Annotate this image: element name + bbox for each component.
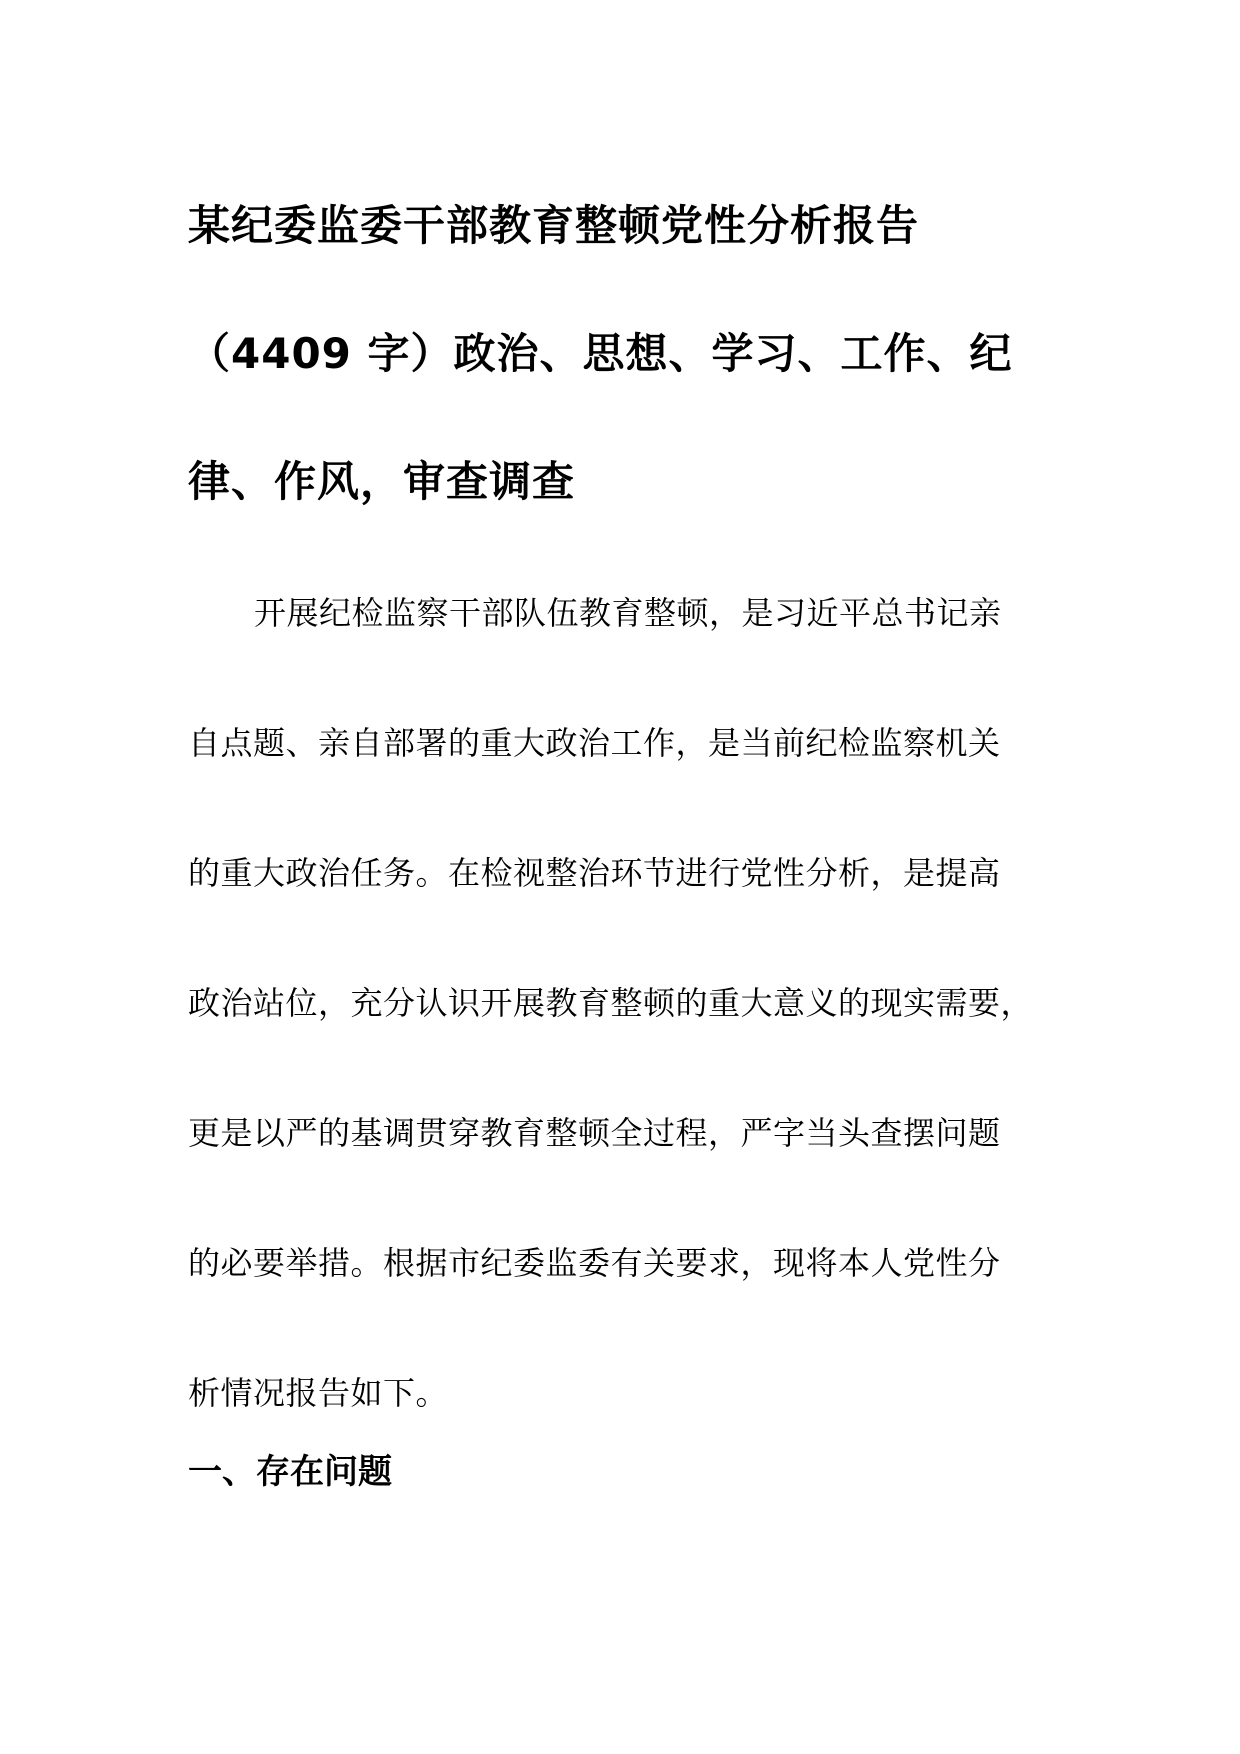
- title-line: 某纪委监委干部教育整顿党性分析报告: [188, 201, 920, 250]
- paragraph-line: 更是以严的基调贯穿教育整顿全过程，严字当头查摆问题: [188, 1114, 1001, 1152]
- document-title: [188, 162, 1048, 546]
- title-line: 律、作风，审查调查: [188, 457, 576, 506]
- paragraph-line: 开展纪检监察干部队伍教育整顿，是习近平总书记亲: [254, 594, 1002, 632]
- paragraph-line: 析情况报告如下。: [188, 1374, 449, 1412]
- paragraph-line: 的必要举措。根据市纪委监委有关要求，现将本人党性分: [188, 1244, 1001, 1282]
- paragraph-line: 的重大政治任务。在检视整治环节进行党性分析，是提高: [188, 854, 1001, 892]
- paragraph-line: 自点题、亲自部署的重大政治工作，是当前纪检监察机关: [188, 724, 1001, 762]
- section-heading: 一、存在问题: [188, 1452, 392, 1492]
- intro-paragraph: [188, 548, 1068, 1458]
- title-line: （4409 字）政治、思想、学习、工作、纪: [188, 329, 1013, 378]
- paragraph-line: 政治站位，充分认识开展教育整顿的重大意义的现实需要，: [188, 984, 1034, 1022]
